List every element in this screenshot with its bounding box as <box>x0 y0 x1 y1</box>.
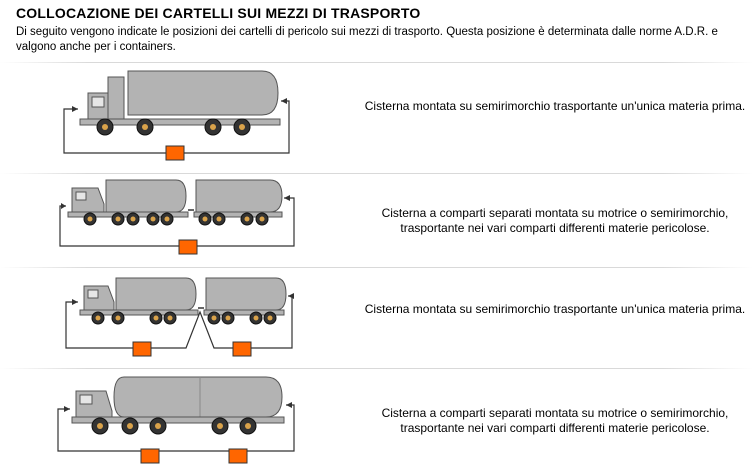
hazard-panel <box>141 449 159 463</box>
truck-trailer-compartment-tank-illustration <box>0 174 340 267</box>
truck-single-tank-illustration <box>0 63 340 173</box>
row-caption: Cisterna a comparti separati montata su motrice o semirimorchio, trasportante nei vari comparti differenti materie pericolose. <box>381 406 729 435</box>
truck-trailer-tank-illustration <box>0 268 340 368</box>
hazard-panel <box>166 146 184 160</box>
hazard-panel <box>229 449 247 463</box>
page-title: COLLOCAZIONE DEI CARTELLI SUI MEZZI DI TRASPORTO <box>16 5 421 21</box>
intro-text: Di seguito vengono indicate le posizioni dei cartelli di pericolo sui mezzi di trasporto. Questa posizione è determinata dalle norme A.D.R. e valgono anche per i containers. <box>16 26 718 53</box>
row-3 <box>0 268 753 368</box>
row-caption: Cisterna a comparti separati montata su motrice o semirimorchio, trasportante nei vari comparti differenti materie pericolose. <box>381 206 729 235</box>
truck-compartment-tank-illustration <box>0 369 340 472</box>
hazard-panel <box>133 342 151 356</box>
hazard-panel <box>179 240 197 254</box>
hazard-panel <box>233 342 251 356</box>
row-1 <box>0 63 753 173</box>
row-caption: Cisterna montata su semirimorchio trasportante un'unica materia prima. <box>364 99 746 113</box>
row-4 <box>0 369 753 472</box>
row-2 <box>0 174 753 267</box>
row-caption: Cisterna montata su semirimorchio trasportante un'unica materia prima. <box>364 302 746 316</box>
